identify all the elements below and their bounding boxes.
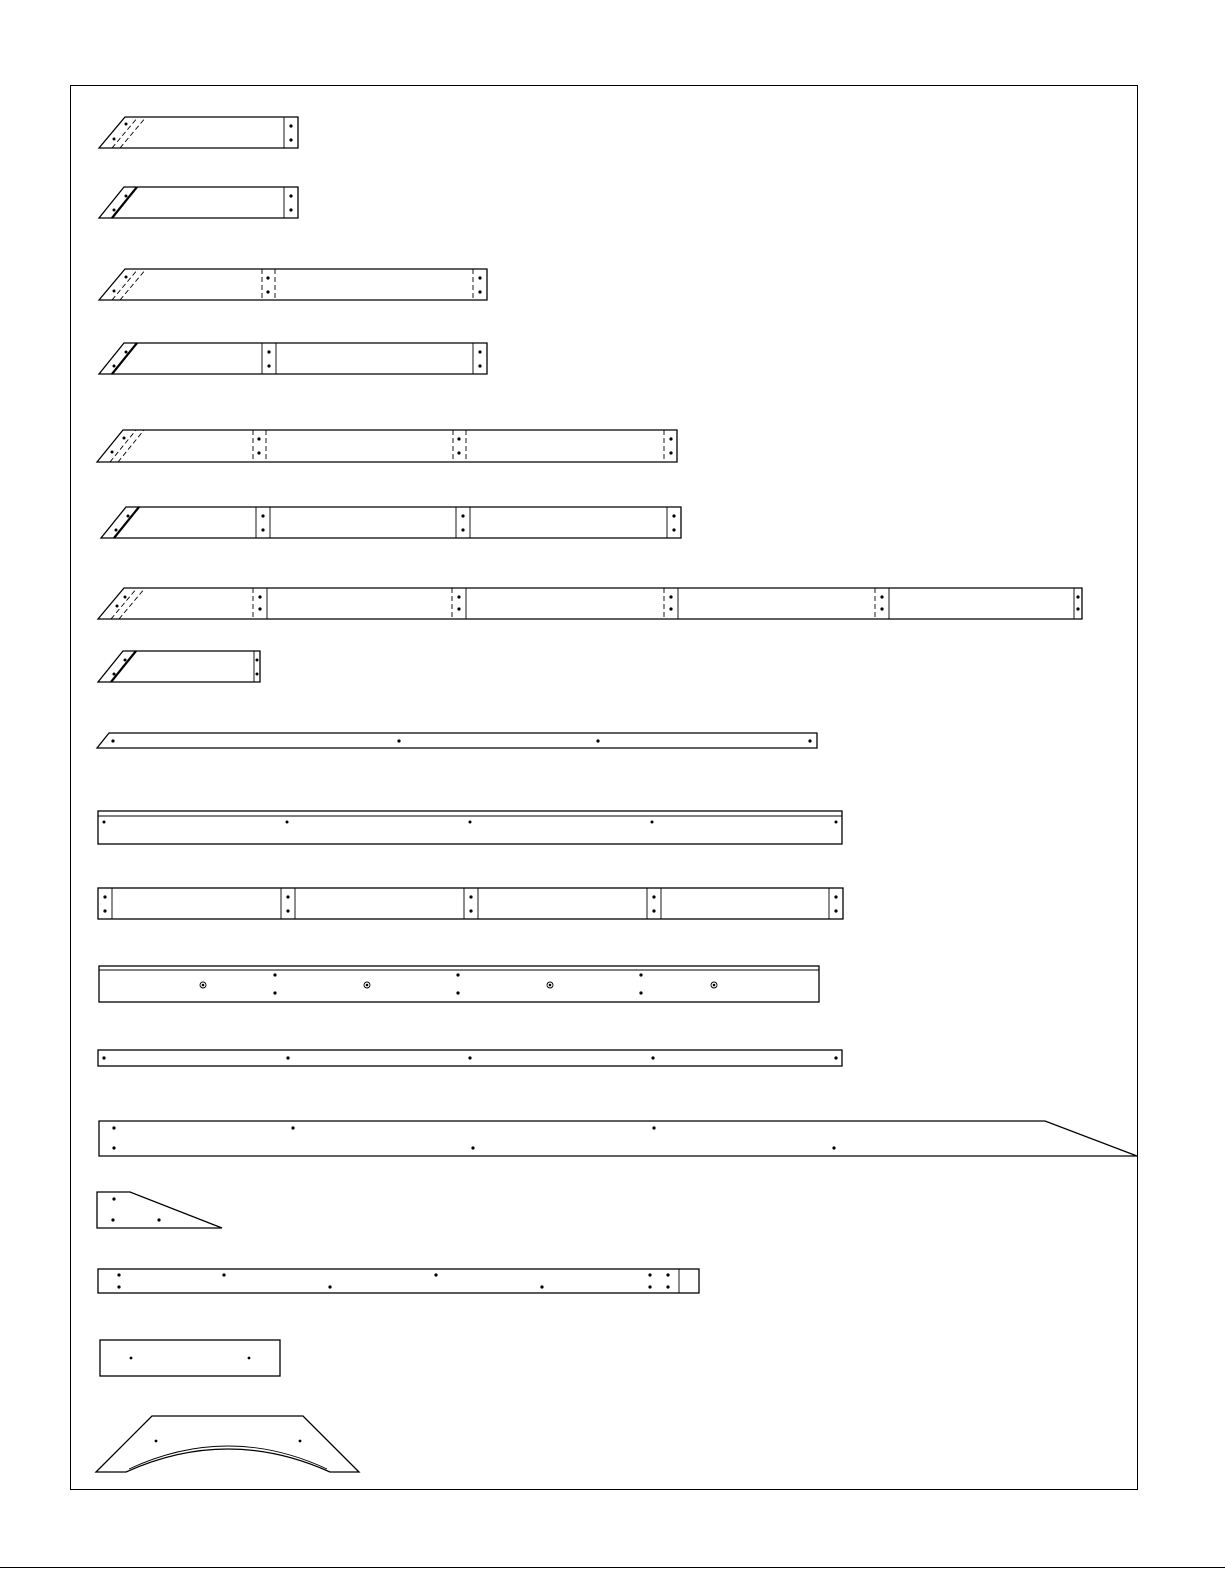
part-11 xyxy=(98,888,843,919)
part-7 xyxy=(98,588,1082,619)
part-1 xyxy=(99,117,298,148)
part-5 xyxy=(97,430,677,462)
part-14 xyxy=(99,1121,1137,1156)
part-18 xyxy=(96,1416,359,1472)
part-13 xyxy=(98,1050,842,1066)
part-4 xyxy=(99,343,487,374)
part-6 xyxy=(101,507,681,538)
part-12 xyxy=(99,966,819,1002)
part-16 xyxy=(98,1269,699,1293)
part-9 xyxy=(97,733,817,748)
part-3 xyxy=(99,269,487,300)
part-17 xyxy=(100,1340,280,1376)
part-15 xyxy=(97,1192,222,1228)
part-2 xyxy=(99,187,298,218)
part-10 xyxy=(98,811,842,844)
part-8 xyxy=(98,651,260,682)
